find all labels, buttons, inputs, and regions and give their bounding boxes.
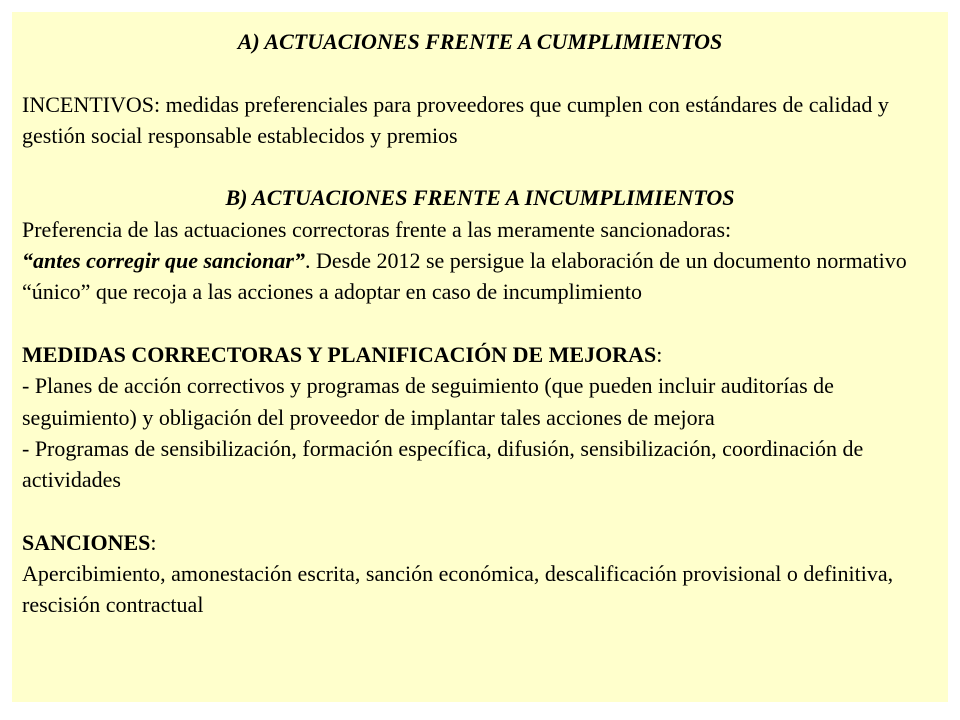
sanciones-colon: : bbox=[150, 529, 157, 555]
medidas-item-2: - Programas de sensibilización, formación específica, difusión, sensibilización, coordinación de actividades bbox=[22, 435, 864, 493]
sanciones-heading-line bbox=[22, 527, 938, 558]
incentivos-label: INCENTIVOS bbox=[22, 91, 154, 117]
medidas-heading: MEDIDAS CORRECTORAS Y PLANIFICACIÓN DE MEJORAS bbox=[22, 341, 657, 367]
spacer bbox=[22, 151, 938, 182]
sanciones-heading: SANCIONES bbox=[22, 529, 151, 555]
incentivos-paragraph bbox=[22, 89, 938, 152]
section-a-heading: A) ACTUACIONES FRENTE A CUMPLIMIENTOS bbox=[237, 29, 723, 54]
medidas-heading-line bbox=[22, 339, 938, 370]
incentivos-text: : medidas preferenciales para proveedores que cumplen con estándares de calidad y gestión social responsable establecidos y premios bbox=[22, 91, 889, 148]
spacer bbox=[22, 308, 938, 339]
motto-text: “antes corregir que sancionar” bbox=[22, 248, 305, 274]
spacer bbox=[22, 495, 938, 526]
spacer bbox=[22, 57, 938, 88]
medidas-colon: : bbox=[656, 341, 663, 367]
section-b-intro: Preferencia de las actuaciones correctoras frente a las meramente sancionadoras: bbox=[22, 216, 732, 242]
section-b-paragraph bbox=[22, 245, 938, 308]
sanciones-text: Apercibimiento, amonestación escrita, sanción económica, descalificación provisional o definitiva, rescisión contractual bbox=[22, 561, 894, 618]
after-motto-text: . Desde 2012 se persigue la elaboración de un documento normativo “único” que recoja a las acciones a adoptar en caso de incumplimiento bbox=[22, 248, 907, 305]
slide-panel bbox=[12, 12, 948, 702]
section-b-heading: B) ACTUACIONES FRENTE A INCUMPLIMIENTOS bbox=[225, 185, 735, 211]
medidas-item-1: - Planes de acción correctivos y programas de seguimiento (que pueden incluir auditorías de seguimiento) y obligación del proveedor de implantar tales acciones de mejora bbox=[22, 373, 834, 430]
